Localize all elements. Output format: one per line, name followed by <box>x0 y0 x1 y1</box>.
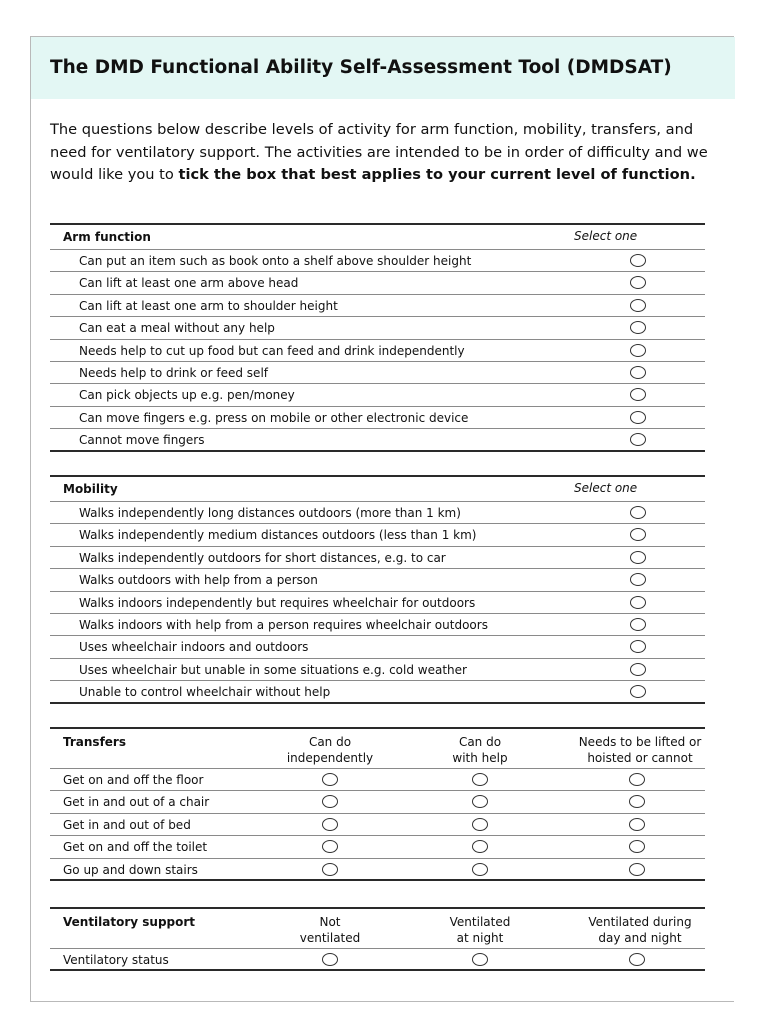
radio-button[interactable] <box>630 506 646 519</box>
ventilatory-row <box>50 949 705 971</box>
radio-button[interactable] <box>630 551 646 564</box>
row-label: Get on and off the toilet <box>63 840 208 855</box>
row-label: Can put an item such as book onto a shelf above shoulder height <box>79 254 472 268</box>
column-header-line: day and night <box>598 931 682 945</box>
radio-button[interactable] <box>630 321 646 334</box>
radio-button[interactable] <box>630 276 646 289</box>
row-label: Can move fingers e.g. press on mobile or other electronic device <box>79 410 469 425</box>
column-header-line: Not <box>319 915 341 929</box>
row-label: Uses wheelchair but unable in some situations e.g. cold weather <box>79 662 467 677</box>
mobility-row <box>50 636 705 658</box>
row-label: Get in and out of a chair <box>63 795 210 810</box>
radio-button[interactable] <box>629 863 645 876</box>
radio-button[interactable] <box>322 863 338 876</box>
row-label: Walks independently outdoors for short distances, e.g. to car <box>79 550 446 565</box>
column-header-line: Needs to be lifted or <box>578 735 702 749</box>
row-label: Can lift at least one arm to shoulder height <box>79 298 338 313</box>
mobility-row <box>50 502 705 524</box>
row-label: Walks independently long distances outdoors (more than 1 km) <box>79 506 461 520</box>
column-header-independently <box>245 734 415 766</box>
arm-function-title: Arm function <box>63 230 151 244</box>
mobility-row <box>50 592 705 614</box>
mobility-rows <box>50 502 705 704</box>
document-page <box>30 36 734 1002</box>
radio-button[interactable] <box>630 573 646 586</box>
intro-text: The questions below describe levels of activity for arm function, mobility, transfers, and need for ventilatory support. The activities are intended to be in order of difficulty and we would like you to <box>50 121 708 183</box>
transfers-header <box>50 729 705 769</box>
radio-button[interactable] <box>472 840 488 853</box>
radio-button[interactable] <box>630 344 646 357</box>
ventilatory-rows <box>50 949 705 971</box>
transfers-row <box>50 791 705 813</box>
column-header-not-ventilated <box>245 914 415 946</box>
radio-button[interactable] <box>630 299 646 312</box>
column-header-line: Can do <box>458 735 502 749</box>
arm-function-row <box>50 384 705 406</box>
mobility-section <box>50 475 705 704</box>
row-label: Needs help to drink or feed self <box>79 365 268 380</box>
arm-function-row <box>50 250 705 272</box>
radio-button[interactable] <box>630 366 646 379</box>
title-band <box>31 37 735 99</box>
ventilatory-header <box>50 909 705 949</box>
row-label: Get in and out of bed <box>63 817 191 832</box>
page-title: The DMD Functional Ability Self-Assessment Tool (DMDSAT) <box>50 57 672 78</box>
mobility-title: Mobility <box>63 482 118 496</box>
column-header-line: Ventilated during <box>588 915 692 929</box>
radio-button[interactable] <box>630 388 646 401</box>
radio-button[interactable] <box>629 953 645 966</box>
row-label: Ventilatory status <box>63 953 169 967</box>
transfers-rows <box>50 769 705 881</box>
mobility-row <box>50 659 705 681</box>
arm-function-header <box>50 225 705 249</box>
radio-button[interactable] <box>630 663 646 676</box>
intro-paragraph <box>50 119 722 187</box>
arm-function-rows <box>50 250 705 452</box>
radio-button[interactable] <box>322 773 338 786</box>
row-label: Walks indoors with help from a person requires wheelchair outdoors <box>79 617 488 632</box>
column-header-line: Ventilated <box>449 915 511 929</box>
select-one-label: Select one <box>574 229 638 243</box>
radio-button[interactable] <box>629 818 645 831</box>
mobility-row <box>50 681 705 703</box>
column-header-line: independently <box>286 751 374 765</box>
radio-button[interactable] <box>630 433 646 446</box>
row-label: Get on and off the floor <box>63 773 204 787</box>
arm-function-row <box>50 340 705 362</box>
radio-button[interactable] <box>629 840 645 853</box>
radio-button[interactable] <box>322 795 338 808</box>
ventilatory-title: Ventilatory support <box>63 915 196 929</box>
column-header-line: hoisted or cannot <box>587 751 693 765</box>
radio-button[interactable] <box>630 685 646 698</box>
radio-button[interactable] <box>322 818 338 831</box>
radio-button[interactable] <box>322 953 338 966</box>
transfers-title: Transfers <box>63 735 126 749</box>
row-label: Uses wheelchair indoors and outdoors <box>79 640 309 655</box>
radio-button[interactable] <box>472 953 488 966</box>
row-label: Can pick objects up e.g. pen/money <box>79 388 295 403</box>
row-label: Walks independently medium distances outdoors (less than 1 km) <box>79 528 477 543</box>
intro-bold-text: tick the box that best applies to your current level of function. <box>178 166 696 183</box>
row-label: Walks indoors independently but requires wheelchair for outdoors <box>79 595 476 610</box>
column-header-line: ventilated <box>299 931 361 945</box>
row-label: Go up and down stairs <box>63 862 198 877</box>
radio-button[interactable] <box>629 773 645 786</box>
radio-button[interactable] <box>472 818 488 831</box>
mobility-row <box>50 569 705 591</box>
radio-button[interactable] <box>630 528 646 541</box>
row-label: Can eat a meal without any help <box>79 321 275 336</box>
arm-function-row <box>50 407 705 429</box>
radio-button[interactable] <box>322 840 338 853</box>
transfers-row <box>50 814 705 836</box>
mobility-row <box>50 547 705 569</box>
arm-function-section <box>50 223 705 452</box>
column-header-ventilated-day-night <box>540 914 740 946</box>
transfers-section <box>50 727 705 881</box>
column-header-line: Can do <box>308 735 352 749</box>
mobility-row <box>50 524 705 546</box>
transfers-row <box>50 859 705 881</box>
column-header-line: with help <box>452 751 508 765</box>
transfers-row <box>50 836 705 858</box>
row-label: Unable to control wheelchair without help <box>79 685 331 700</box>
select-one-label: Select one <box>574 481 638 495</box>
row-label: Needs help to cut up food but can feed and drink independently <box>79 343 465 358</box>
transfers-row <box>50 769 705 791</box>
arm-function-row <box>50 295 705 317</box>
radio-button[interactable] <box>472 795 488 808</box>
row-label: Can lift at least one arm above head <box>79 276 299 291</box>
column-header-line: at night <box>456 931 504 945</box>
radio-button[interactable] <box>630 411 646 424</box>
mobility-row <box>50 614 705 636</box>
arm-function-row <box>50 317 705 339</box>
radio-button[interactable] <box>472 863 488 876</box>
mobility-header <box>50 477 705 501</box>
radio-button[interactable] <box>630 254 646 267</box>
row-label: Cannot move fingers <box>79 433 205 448</box>
arm-function-row <box>50 429 705 451</box>
radio-button[interactable] <box>630 640 646 653</box>
arm-function-row <box>50 362 705 384</box>
radio-button[interactable] <box>630 618 646 631</box>
arm-function-row <box>50 272 705 294</box>
column-header-lifted <box>540 734 740 766</box>
row-label: Walks outdoors with help from a person <box>79 573 318 588</box>
radio-button[interactable] <box>629 795 645 808</box>
ventilatory-section <box>50 907 705 971</box>
radio-button[interactable] <box>472 773 488 786</box>
radio-button[interactable] <box>630 596 646 609</box>
